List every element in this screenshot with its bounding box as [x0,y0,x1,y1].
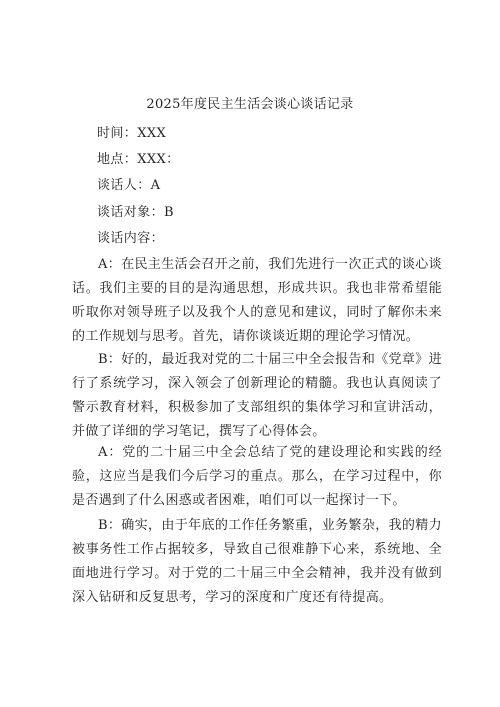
meta-content-label: 谈话内容： [97,231,165,246]
meta-speaker: 谈话人：A [97,178,161,193]
document-title: 2025年度民主生活会谈心谈话记录 [146,97,354,112]
meta-time: 时间：XXX [97,126,167,141]
paragraph-a-2: A：党的二十届三中全会总结了党的建设理论和实践的经验，这应当是我们今后学习的重点。那么，在学习过程中，你是否遇到了什么困惑或者困难，咱们可以一起探讨一下。 [72,445,442,508]
meta-place: 地点：XXX： [97,152,180,167]
meta-target: 谈话对象：B [97,205,174,220]
paragraph-b-2: B：确实，由于年底的工作任务繁重，业务繁杂，我的精力被事务性工作占据较多，导致自己很难静下心来，系统地、全面地进行学习。对于党的二十届三中全会精神，我并没有做到深入钻研和反复思考，学习的深度和广度还有待提高。 [72,518,442,605]
paragraph-a-1: A：在民主生活会召开之前，我们先进行一次正式的谈心谈话。我们主要的目的是沟通思想，形成共识。我也非常希望能听取你对领导班子以及我个人的意见和建议，同时了解你未来的工作规划与思考。首先，请你谈谈近期的理论学习情况。 [72,257,442,344]
paragraph-b-1: B：好的，最近我对党的二十届三中全会报告和《党章》进行了系统学习，深入领会了创新理论的精髓。我也认真阅读了警示教育材料，积极参加了支部组织的集体学习和宣讲活动，并做了详细的学习笔记，撰写了心得体会。 [72,352,442,439]
